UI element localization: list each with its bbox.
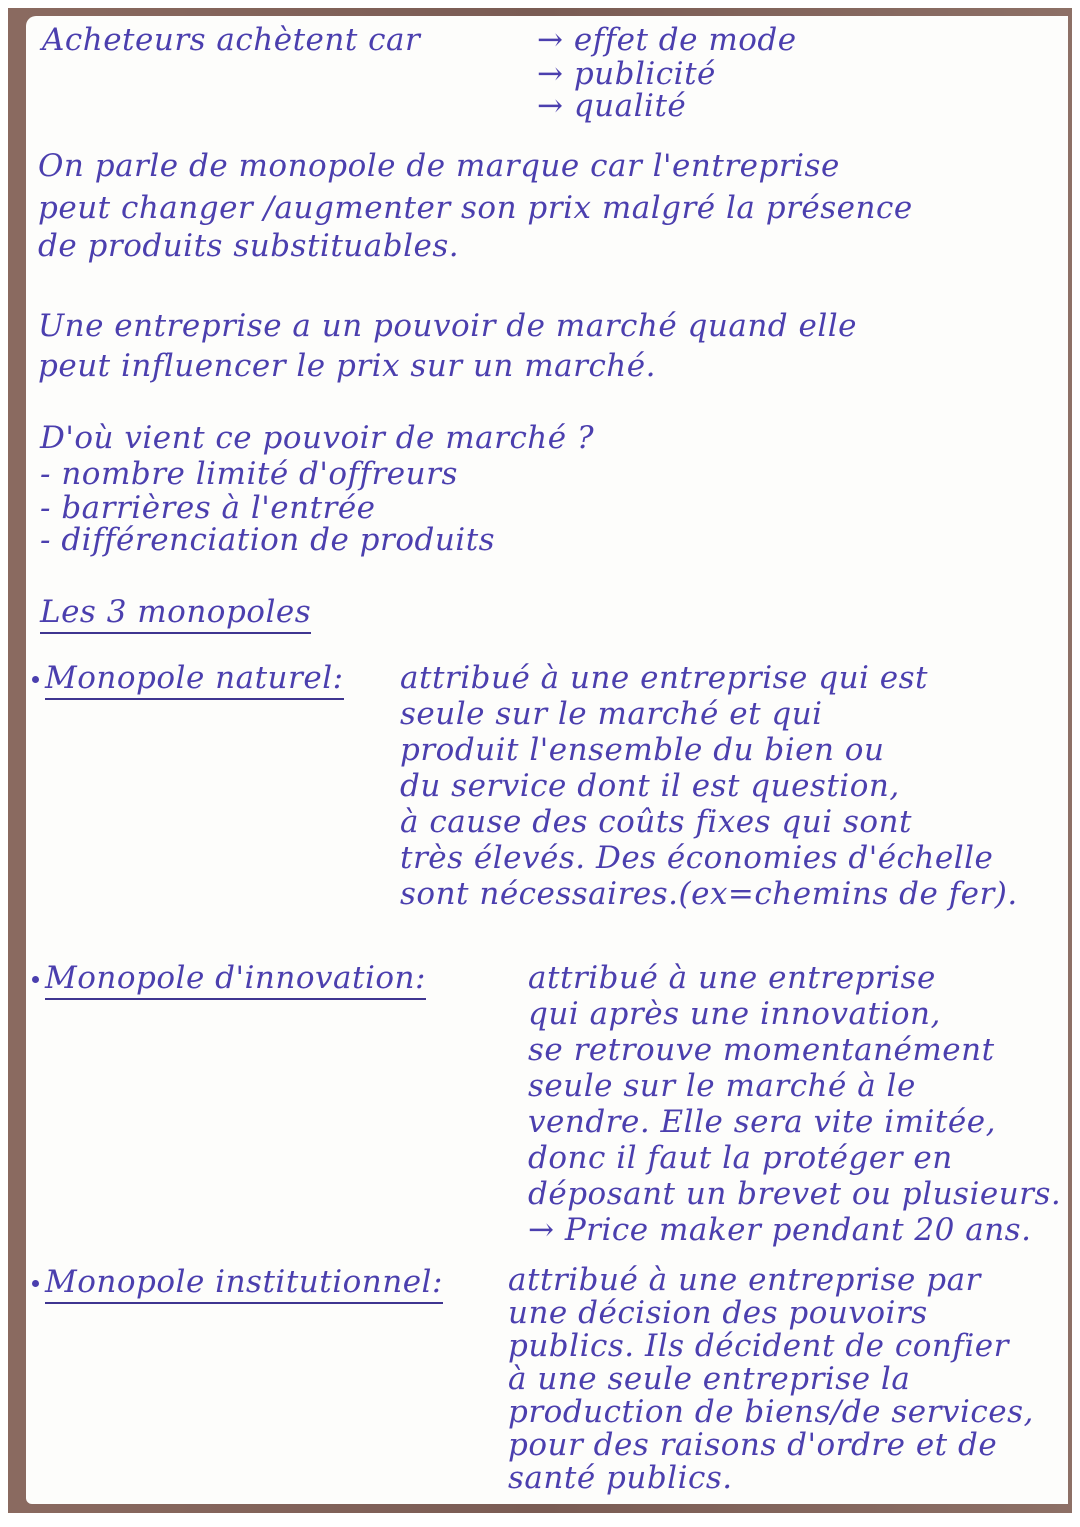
definition-line: seule sur le marché à le: [528, 1068, 916, 1104]
brand-monopoly-line-1: On parle de monopole de marque car l'entreprise: [38, 148, 840, 184]
reason-quality: → qualité: [537, 88, 687, 124]
market-power-line-1: Une entreprise a un pouvoir de marché quand elle: [38, 308, 858, 344]
definition-line: à cause des coûts fixes qui sont: [400, 804, 912, 840]
term-natural-monopoly-label: Monopole naturel:: [45, 660, 344, 700]
reason-advertising: → publicité: [537, 56, 716, 92]
market-power-line-2: peut influencer le prix sur un marché.: [38, 348, 656, 384]
definition-line: produit l'ensemble du bien ou: [400, 732, 885, 768]
definition-line: à une seule entreprise la: [508, 1361, 911, 1397]
term-innovation-monopoly-label: Monopole d'innovation:: [45, 960, 426, 1000]
term-innovation-monopoly: [32, 960, 426, 996]
definition-line: attribué à une entreprise par: [508, 1262, 981, 1298]
reason-fashion: → effet de mode: [537, 22, 797, 58]
market-power-question: D'où vient ce pouvoir de marché ?: [40, 420, 595, 456]
bullet-icon: [32, 676, 39, 683]
source-item-entry-barriers: - barrières à l'entrée: [40, 490, 376, 526]
definition-line: publics. Ils décident de confier: [508, 1328, 1009, 1364]
term-institutional-monopoly-label: Monopole institutionnel:: [45, 1264, 443, 1304]
brand-monopoly-line-2: peut changer /augmenter son prix malgré la présence: [38, 190, 913, 226]
section-title-monopolies: Les 3 monopoles: [40, 594, 311, 634]
definition-line: seule sur le marché et qui: [400, 696, 823, 732]
definition-natural-monopoly: [400, 660, 1018, 912]
bullet-icon: [32, 976, 39, 983]
definition-line: qui après une innovation,: [528, 996, 941, 1032]
definition-line: se retrouve momentanément: [528, 1032, 995, 1068]
definition-line: très élevés. Des économies d'échelle: [400, 840, 994, 876]
definition-line: production de biens/de services,: [508, 1394, 1034, 1430]
definition-line: sont nécessaires.(ex=chemins de fer).: [400, 876, 1018, 912]
definition-line: vendre. Elle sera vite imitée,: [528, 1104, 996, 1140]
intro-lead: Acheteurs achètent car: [42, 22, 421, 58]
price-maker-note: → Price maker pendant 20 ans.: [528, 1212, 1032, 1248]
definition-line: pour des raisons d'ordre et de: [508, 1427, 998, 1463]
term-natural-monopoly: [32, 660, 344, 696]
term-institutional-monopoly: [32, 1264, 443, 1300]
definition-innovation-monopoly: [528, 960, 1061, 1248]
definition-line: une décision des pouvoirs: [508, 1295, 928, 1331]
definition-institutional-monopoly: [508, 1264, 1034, 1495]
bullet-icon: [32, 1280, 39, 1287]
source-item-product-differentiation: - différenciation de produits: [40, 522, 496, 558]
brand-monopoly-line-3: de produits substituables.: [38, 228, 460, 264]
definition-line: du service dont il est question,: [400, 768, 900, 804]
definition-line: attribué à une entreprise: [528, 960, 936, 996]
definition-line: déposant un brevet ou plusieurs.: [528, 1176, 1062, 1212]
definition-line: donc il faut la protéger en: [528, 1140, 953, 1176]
definition-line: attribué à une entreprise qui est: [400, 660, 929, 696]
definition-line: santé publics.: [508, 1460, 733, 1496]
source-item-limited-sellers: - nombre limité d'offreurs: [40, 456, 458, 492]
